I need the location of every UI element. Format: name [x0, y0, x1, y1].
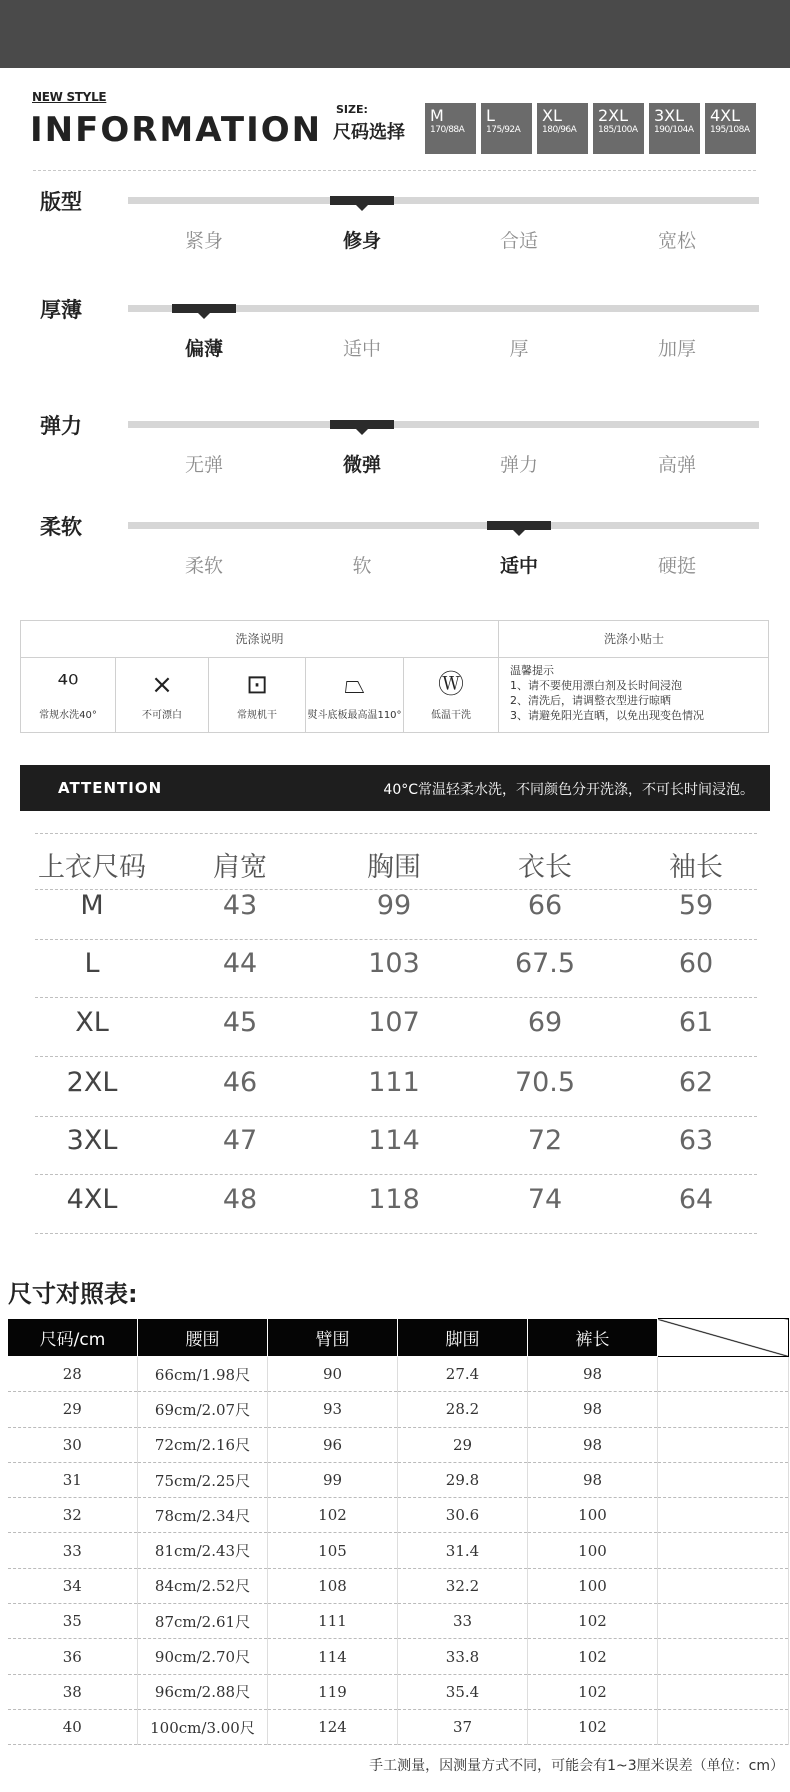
tip-line: 温馨提示 — [510, 664, 554, 677]
pants-cell: 111 — [268, 1604, 398, 1639]
slider-marker — [330, 420, 394, 429]
pants-cell: 99 — [268, 1462, 398, 1497]
table-cell: 99 — [376, 890, 412, 921]
pants-cell: 119 — [268, 1674, 398, 1709]
table-row — [8, 1462, 789, 1497]
pants-cell: 87cm/2.61尺 — [138, 1604, 268, 1639]
table-cell: 70.5 — [514, 1067, 576, 1098]
table-cell: 107 — [368, 1007, 420, 1038]
pants-header: 脚围 — [398, 1319, 528, 1357]
wash-cell — [21, 658, 116, 733]
wash-label: 常规水洗40° — [39, 710, 97, 721]
slider-marker — [172, 304, 236, 313]
table-row — [8, 1427, 789, 1462]
pants-cell — [658, 1462, 789, 1497]
tumble-dry-icon: ⊡ — [246, 670, 268, 700]
pants-cell: 98 — [528, 1357, 658, 1392]
slider-option: 硬挺 — [657, 555, 696, 577]
pants-header: 臂围 — [268, 1319, 398, 1357]
table-row — [8, 1709, 789, 1744]
pants-header: 裤长 — [528, 1319, 658, 1357]
table-divider — [35, 1174, 757, 1175]
pants-cell: 100 — [528, 1533, 658, 1568]
wash-cell — [404, 658, 499, 733]
table-cell: 72 — [527, 1125, 563, 1156]
pants-cell: 96cm/2.88尺 — [138, 1674, 268, 1709]
table-cell: M — [80, 890, 104, 921]
attention-bar — [20, 765, 770, 811]
slider-option: 无弹 — [184, 454, 223, 476]
attention-text: 40°C常温轻柔水洗，不同颜色分开洗涤，不可长时间浸泡。 — [383, 782, 754, 798]
information-title: INFORMATION — [30, 110, 323, 150]
slider-option: 微弹 — [342, 454, 381, 476]
slider-option: 适中 — [499, 555, 538, 577]
pants-cell: 93 — [268, 1392, 398, 1427]
pants-cell: 100cm/3.00尺 — [138, 1709, 268, 1744]
new-style-label: NEW STYLE — [32, 90, 107, 104]
pants-cell — [658, 1604, 789, 1639]
size-name: M — [430, 106, 444, 125]
pants-cell — [658, 1674, 789, 1709]
slider-option: 弹力 — [499, 454, 538, 476]
pants-cell: 114 — [268, 1639, 398, 1674]
table-cell: 59 — [678, 890, 714, 921]
pants-header: 腰围 — [138, 1319, 268, 1357]
pants-cell: 108 — [268, 1568, 398, 1603]
slider-option: 紧身 — [184, 230, 223, 252]
slider-option: 适中 — [342, 338, 381, 360]
wash-header-right: 洗涤小贴士 — [499, 621, 769, 658]
wash-label: 不可漂白 — [142, 710, 182, 721]
table-divider — [35, 997, 757, 998]
table-cell: 48 — [222, 1184, 258, 1215]
pants-cell: 35.4 — [398, 1674, 528, 1709]
table-header: 上衣尺码 — [38, 852, 146, 883]
table-header: 衣长 — [518, 852, 572, 883]
table-cell: 60 — [678, 948, 714, 979]
attention-title: ATTENTION — [58, 779, 163, 797]
table-row — [8, 1639, 789, 1674]
pants-cell — [658, 1498, 789, 1533]
size-box-xl[interactable] — [537, 103, 588, 154]
slider-track — [128, 522, 759, 529]
table-row — [8, 1674, 789, 1709]
pants-cell: 28 — [8, 1357, 138, 1392]
pants-cell: 38 — [8, 1674, 138, 1709]
table-cell: 44 — [222, 948, 258, 979]
wash-cell — [116, 658, 209, 733]
slider-option: 修身 — [342, 230, 381, 252]
pants-cell — [658, 1568, 789, 1603]
table-cell: 63 — [678, 1125, 714, 1156]
pants-cell: 98 — [528, 1427, 658, 1462]
table-divider — [35, 939, 757, 940]
size-name: L — [486, 106, 495, 125]
table-cell: 67.5 — [514, 948, 576, 979]
slider-track — [128, 197, 759, 204]
pants-cell: 105 — [268, 1533, 398, 1568]
table-cell: 46 — [222, 1067, 258, 1098]
pants-cell: 98 — [528, 1462, 658, 1497]
attribute-label: 版型 — [40, 190, 82, 214]
size-spec: 175/92A — [486, 125, 521, 135]
divider — [33, 170, 756, 171]
size-box-l[interactable] — [481, 103, 532, 154]
tip-line: 1、请不要使用漂白剂及长时间浸泡 — [510, 679, 682, 692]
table-cell: 61 — [678, 1007, 714, 1038]
wash-cell — [306, 658, 404, 733]
pants-cell: 90 — [268, 1357, 398, 1392]
pants-cell: 33 — [8, 1533, 138, 1568]
pants-cell: 124 — [268, 1709, 398, 1744]
wash-label: 常规机干 — [237, 710, 277, 721]
pants-cell: 31.4 — [398, 1533, 528, 1568]
iron-icon: ⏢ — [344, 670, 365, 700]
table-header: 胸围 — [367, 852, 421, 883]
pants-size-table — [7, 1318, 789, 1745]
pants-cell: 81cm/2.43尺 — [138, 1533, 268, 1568]
pants-cell — [658, 1392, 789, 1427]
wash-cell — [209, 658, 306, 733]
slider-marker — [487, 521, 551, 530]
pants-cell: 90cm/2.70尺 — [138, 1639, 268, 1674]
table-divider — [35, 1056, 757, 1057]
pants-cell: 102 — [528, 1709, 658, 1744]
size-name: XL — [542, 106, 562, 125]
wash-label: 熨斗底板最高温110° — [307, 710, 402, 721]
size-box-m[interactable] — [425, 103, 476, 154]
size-name: 3XL — [654, 106, 685, 125]
pants-cell: 72cm/2.16尺 — [138, 1427, 268, 1462]
pants-header — [658, 1319, 789, 1357]
attribute-label: 柔软 — [40, 515, 82, 539]
size-box-2xl[interactable] — [593, 103, 644, 154]
pants-cell: 28.2 — [398, 1392, 528, 1427]
table-cell: 4XL — [66, 1184, 118, 1215]
table-row — [8, 1392, 789, 1427]
table-header: 袖长 — [669, 852, 723, 883]
table-row — [8, 1498, 789, 1533]
no-bleach-icon: ⨯ — [151, 670, 173, 700]
pants-cell: 32 — [8, 1498, 138, 1533]
table-divider — [35, 1233, 757, 1234]
size-spec: 180/96A — [542, 125, 577, 135]
size-spec: 185/100A — [598, 125, 638, 135]
pants-cell: 29.8 — [398, 1462, 528, 1497]
pants-table-title: 尺寸对照表: — [8, 1280, 138, 1308]
size-box-4xl[interactable] — [705, 103, 756, 154]
slider-option: 偏薄 — [184, 338, 223, 360]
wash-header-left: 洗涤说明 — [21, 621, 499, 658]
table-cell: 43 — [222, 890, 258, 921]
table-row — [8, 1604, 789, 1639]
table-cell: L — [84, 948, 100, 979]
table-cell: 62 — [678, 1067, 714, 1098]
table-cell: 114 — [368, 1125, 420, 1156]
table-cell: 74 — [527, 1184, 563, 1215]
table-cell: 69 — [527, 1007, 563, 1038]
size-name: 2XL — [598, 106, 629, 125]
pants-cell: 33 — [398, 1604, 528, 1639]
slider-option: 宽松 — [657, 230, 696, 252]
pants-cell: 30.6 — [398, 1498, 528, 1533]
table-divider — [35, 1116, 757, 1117]
pants-cell: 102 — [528, 1604, 658, 1639]
table-cell: 111 — [368, 1067, 420, 1098]
size-box-3xl[interactable] — [649, 103, 700, 154]
pants-cell: 32.2 — [398, 1568, 528, 1603]
table-cell: 3XL — [66, 1125, 118, 1156]
pants-cell: 35 — [8, 1604, 138, 1639]
size-select-title: 尺码选择 — [333, 122, 405, 143]
attribute-label: 弹力 — [40, 414, 82, 438]
pants-cell: 98 — [528, 1392, 658, 1427]
size-spec: 170/88A — [430, 125, 465, 135]
table-cell: 103 — [368, 948, 420, 979]
pants-cell: 29 — [8, 1392, 138, 1427]
pants-cell — [658, 1357, 789, 1392]
pants-cell: 100 — [528, 1498, 658, 1533]
pants-cell: 102 — [528, 1674, 658, 1709]
table-row — [8, 1533, 789, 1568]
slider-track — [128, 421, 759, 428]
pants-cell: 34 — [8, 1568, 138, 1603]
size-label: SIZE: — [336, 103, 368, 116]
wash-label: 低温干洗 — [431, 710, 471, 721]
pants-cell: 84cm/2.52尺 — [138, 1568, 268, 1603]
pants-cell: 33.8 — [398, 1639, 528, 1674]
pants-cell — [658, 1427, 789, 1462]
wash-tips — [510, 663, 704, 723]
pants-cell: 96 — [268, 1427, 398, 1462]
slider-option: 高弹 — [657, 454, 696, 476]
table-cell: 45 — [222, 1007, 258, 1038]
pants-cell: 31 — [8, 1462, 138, 1497]
slider-option: 柔软 — [184, 555, 223, 577]
table-cell: 66 — [527, 890, 563, 921]
size-spec: 195/108A — [710, 125, 750, 135]
table-row — [8, 1357, 789, 1392]
dry-clean-icon: Ⓦ — [437, 670, 464, 700]
pants-header: 尺码/cm — [8, 1319, 138, 1357]
table-cell: 118 — [368, 1184, 420, 1215]
measurement-note: 手工测量，因测量方式不同，可能会有1~3厘米误差（单位：cm） — [369, 1758, 784, 1774]
pants-cell: 69cm/2.07尺 — [138, 1392, 268, 1427]
pants-cell — [658, 1709, 789, 1744]
size-name: 4XL — [710, 106, 741, 125]
table-row — [8, 1568, 789, 1603]
table-divider — [35, 833, 757, 834]
pants-cell: 37 — [398, 1709, 528, 1744]
pants-cell: 75cm/2.25尺 — [138, 1462, 268, 1497]
table-cell: XL — [75, 1007, 109, 1038]
tip-line: 2、清洗后，请调整衣型进行晾晒 — [510, 694, 671, 707]
table-cell: 47 — [222, 1125, 258, 1156]
pants-cell — [658, 1639, 789, 1674]
slider-option: 合适 — [499, 230, 538, 252]
pants-cell: 30 — [8, 1427, 138, 1462]
table-cell: 64 — [678, 1184, 714, 1215]
pants-cell: 36 — [8, 1639, 138, 1674]
pants-cell: 102 — [528, 1639, 658, 1674]
slider-marker — [330, 196, 394, 205]
pants-cell: 78cm/2.34尺 — [138, 1498, 268, 1533]
attribute-label: 厚薄 — [40, 298, 82, 322]
tip-line: 3、请避免阳光直晒，以免出现变色情况 — [510, 709, 704, 722]
pants-cell: 100 — [528, 1568, 658, 1603]
pants-cell: 27.4 — [398, 1357, 528, 1392]
slider-option: 加厚 — [657, 338, 696, 360]
wash-40-icon: ⁴⁰ — [57, 670, 79, 700]
pants-cell: 29 — [398, 1427, 528, 1462]
pants-cell: 66cm/1.98尺 — [138, 1357, 268, 1392]
table-cell: 2XL — [66, 1067, 118, 1098]
slider-option: 厚 — [509, 338, 529, 360]
size-spec: 190/104A — [654, 125, 694, 135]
pants-cell: 40 — [8, 1709, 138, 1744]
pants-cell — [658, 1533, 789, 1568]
slider-option: 软 — [352, 555, 372, 577]
table-header: 肩宽 — [213, 852, 267, 883]
top-banner — [0, 0, 790, 68]
pants-cell: 102 — [268, 1498, 398, 1533]
